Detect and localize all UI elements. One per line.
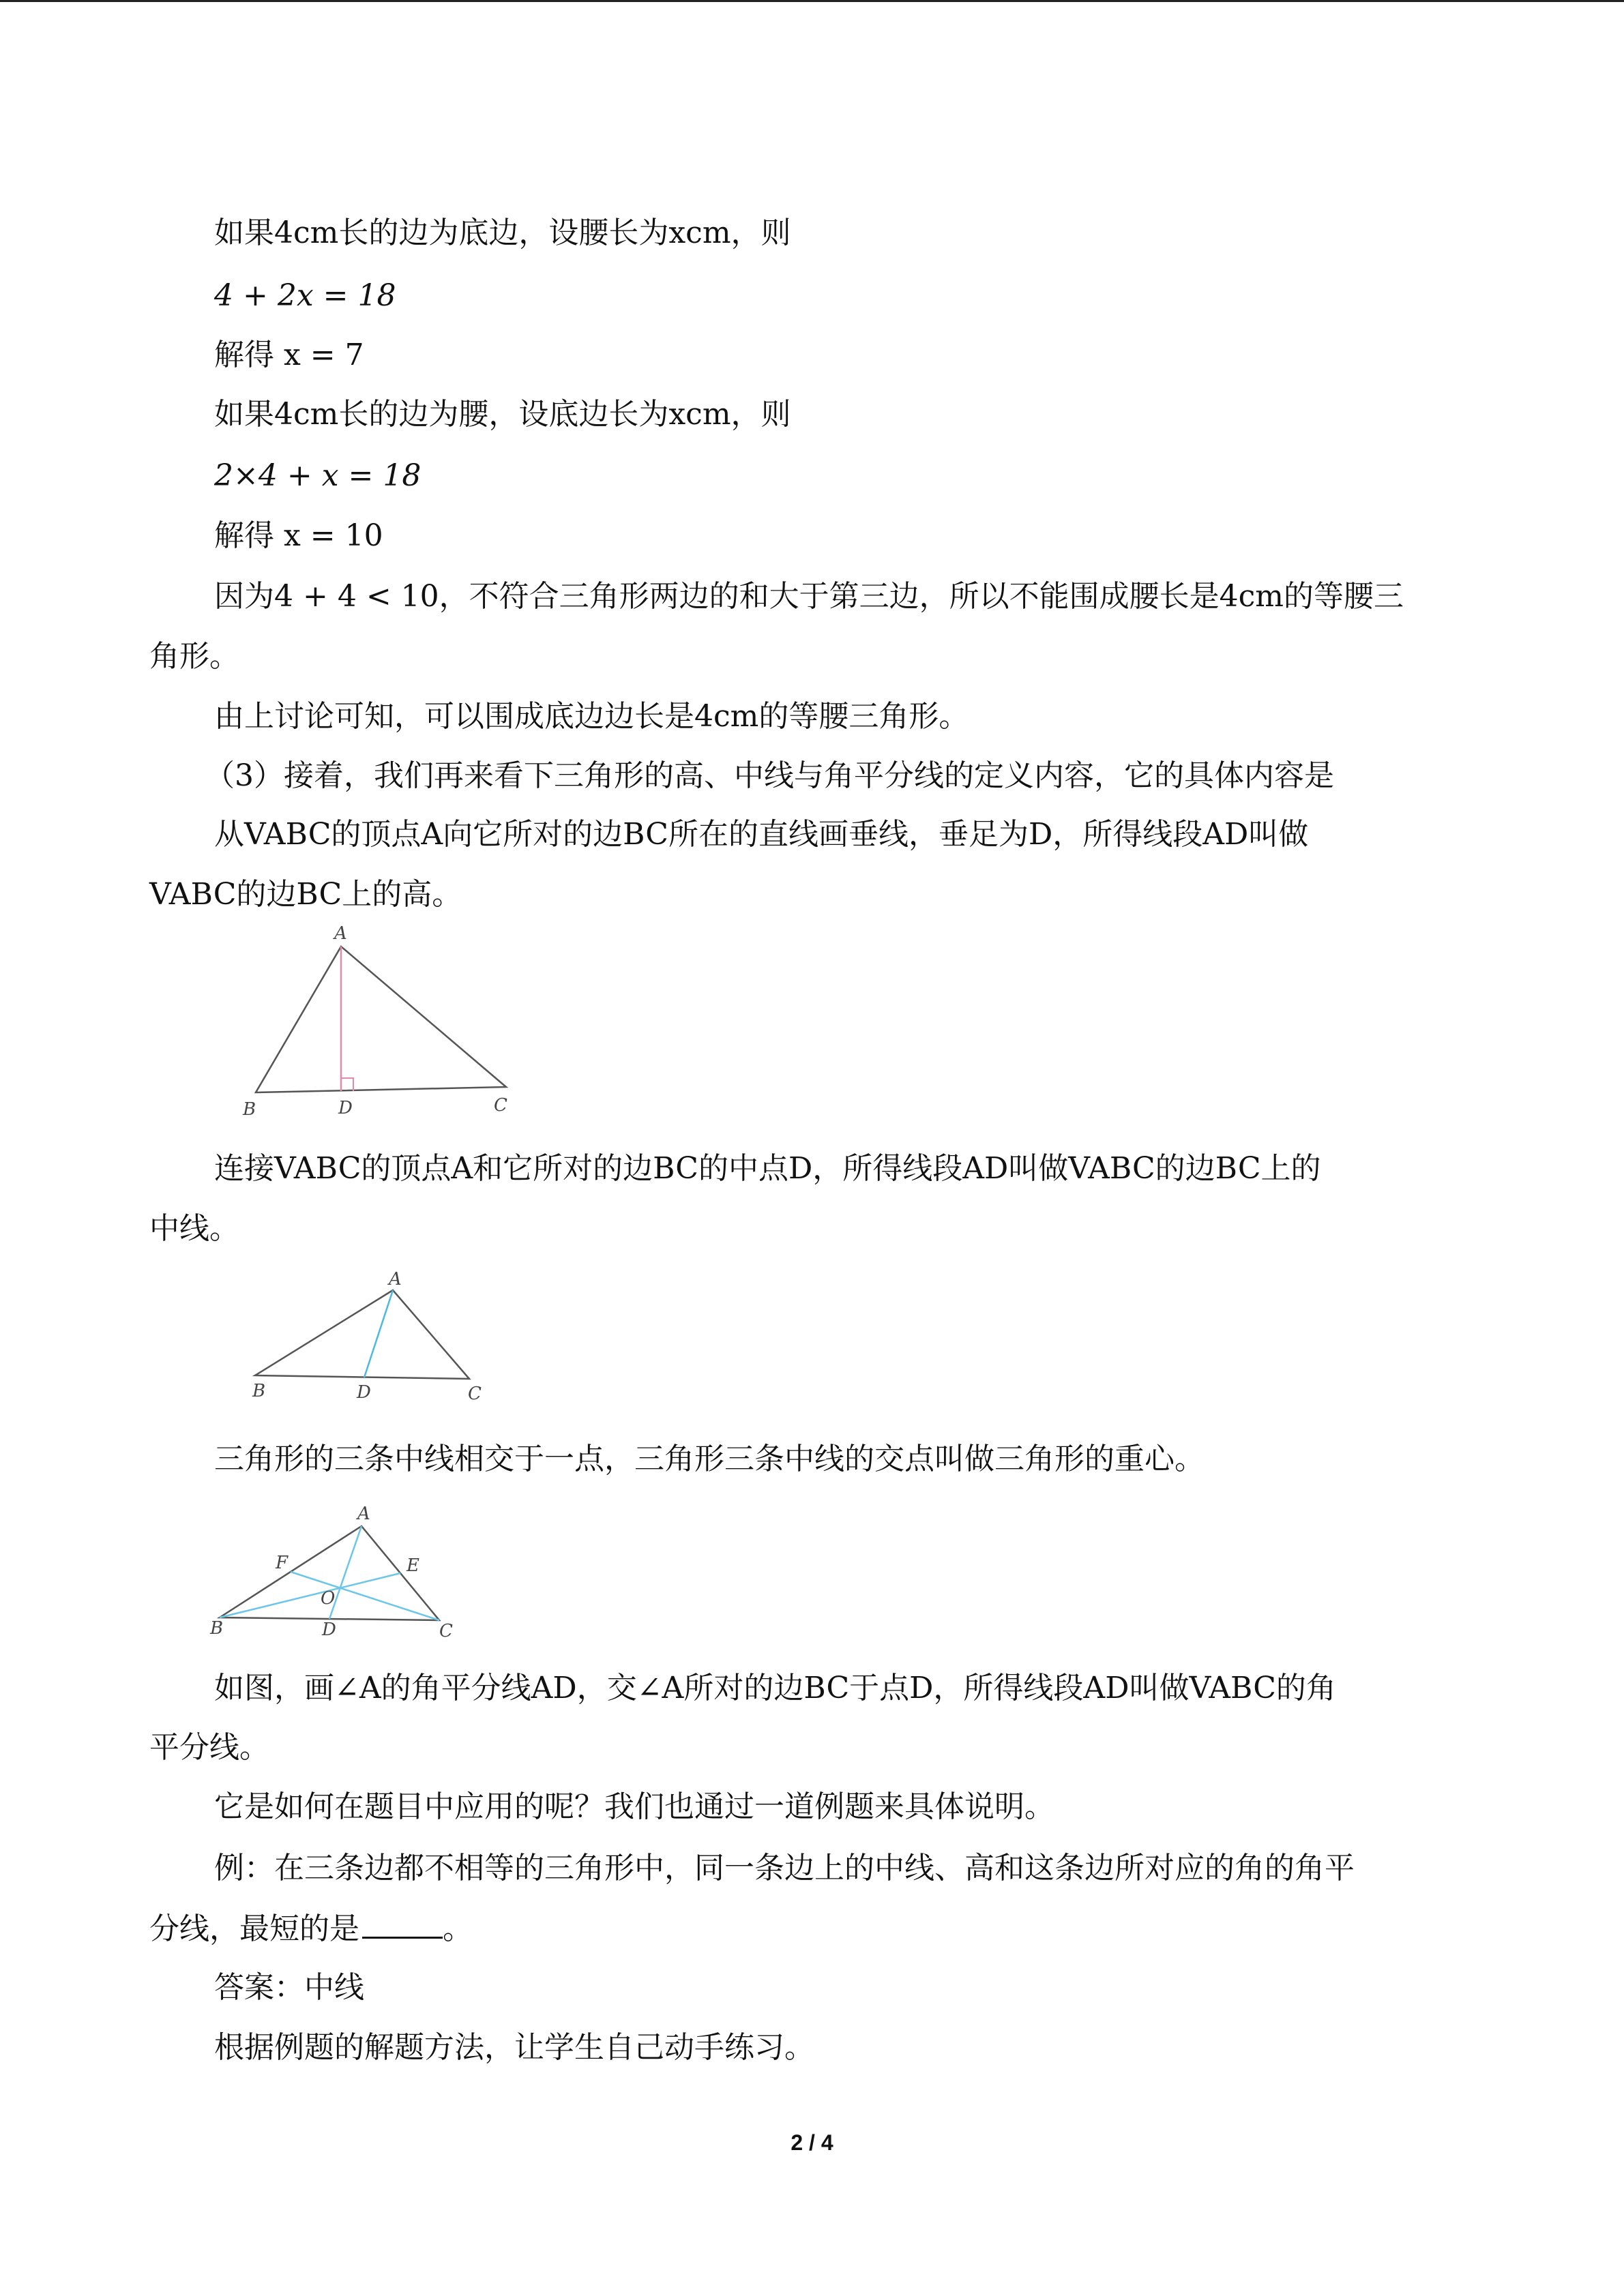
altitude-figure (232, 924, 518, 1129)
altitude-label-c: C (494, 1095, 507, 1116)
altitude-label-a: A (334, 924, 347, 944)
question-period: 。 (443, 1911, 473, 1946)
median-be (220, 1573, 400, 1617)
question-tail-text: 分线，最短的是 (149, 1911, 359, 1946)
equation-2: 2×4 + x = 18 (214, 458, 422, 493)
centroid-label-c: C (439, 1621, 453, 1641)
median-definition: 连接VABC的顶点A和它所对的边BC的中点D，所得线段AD叫做VABC的边BC上的 (214, 1151, 1321, 1186)
answer-line: 答案：中线 (214, 1970, 364, 2005)
centroid-label-o: O (321, 1588, 336, 1609)
median-triangle (255, 1290, 469, 1379)
median-segment (364, 1290, 393, 1377)
practice-instruction: 根据例题的解题方法，让学生自己动手练习。 (214, 2030, 814, 2065)
solution-2: 解得 x = 10 (214, 518, 383, 553)
centroid-label-d: D (322, 1620, 336, 1640)
text-line-7: 因为4 + 4 < 10，不符合三角形两边的和大于第三边，所以不能围成腰长是4cm的等腰三 (214, 579, 1404, 614)
median-label-d: D (357, 1382, 371, 1403)
right-angle-mark (341, 1078, 353, 1091)
example-question: 例：在三条边都不相等的三角形中，同一条边上的中线、高和这条边所对应的角的角平 (214, 1851, 1355, 1885)
bisector-definition: 如图，画∠A的角平分线AD，交∠A所对的边BC于点D，所得线段AD叫做VABC的角 (214, 1671, 1336, 1705)
altitude-label-b: B (243, 1099, 256, 1120)
altitude-definition-end: VABC的边BC上的高。 (149, 877, 462, 912)
section-3-intro: （3）接着，我们再来看下三角形的高、中线与角平分线的定义内容，它的具体内容是 (205, 758, 1334, 793)
text-line-9: 由上讨论可知，可以围成底边边长是4cm的等腰三角形。 (214, 699, 969, 734)
centroid-label-e: E (407, 1555, 419, 1576)
altitude-label-d: D (338, 1098, 353, 1118)
example-intro: 它是如何在题目中应用的呢？我们也通过一道例题来具体说明。 (214, 1789, 1054, 1824)
text-line-4: 如果4cm长的边为腰，设底边长为xcm，则 (214, 397, 791, 432)
altitude-triangle (256, 946, 506, 1092)
altitude-definition: 从VABC的顶点A向它所对的边BC所在的直线画垂线，垂足为D，所得线段AD叫做 (214, 817, 1309, 852)
median-figure (246, 1268, 491, 1405)
page-number: 2 / 4 (791, 2130, 833, 2155)
text-line-8: 角形。 (149, 639, 239, 674)
top-border (0, 0, 1624, 2)
centroid-label-a: A (357, 1504, 370, 1524)
solution-1: 解得 x = 7 (214, 338, 364, 372)
centroid-figure (205, 1500, 471, 1650)
median-label-c: C (468, 1384, 482, 1404)
text-line-1: 如果4cm长的边为底边，设腰长为xcm，则 (214, 215, 791, 250)
median-label-b: B (252, 1381, 266, 1401)
centroid-label-b: B (210, 1618, 224, 1639)
answer-blank (362, 1909, 443, 1939)
median-label-a: A (389, 1269, 402, 1289)
centroid-label-f: F (276, 1553, 289, 1573)
centroid-definition: 三角形的三条中线相交于一点，三角形三条中线的交点叫做三角形的重心。 (214, 1442, 1205, 1476)
bisector-definition-end: 平分线。 (149, 1730, 269, 1765)
median-definition-end: 中线。 (149, 1211, 239, 1246)
equation-1: 4 + 2x = 18 (214, 278, 396, 313)
median-cf (291, 1572, 439, 1620)
example-question-end (149, 1909, 473, 1948)
